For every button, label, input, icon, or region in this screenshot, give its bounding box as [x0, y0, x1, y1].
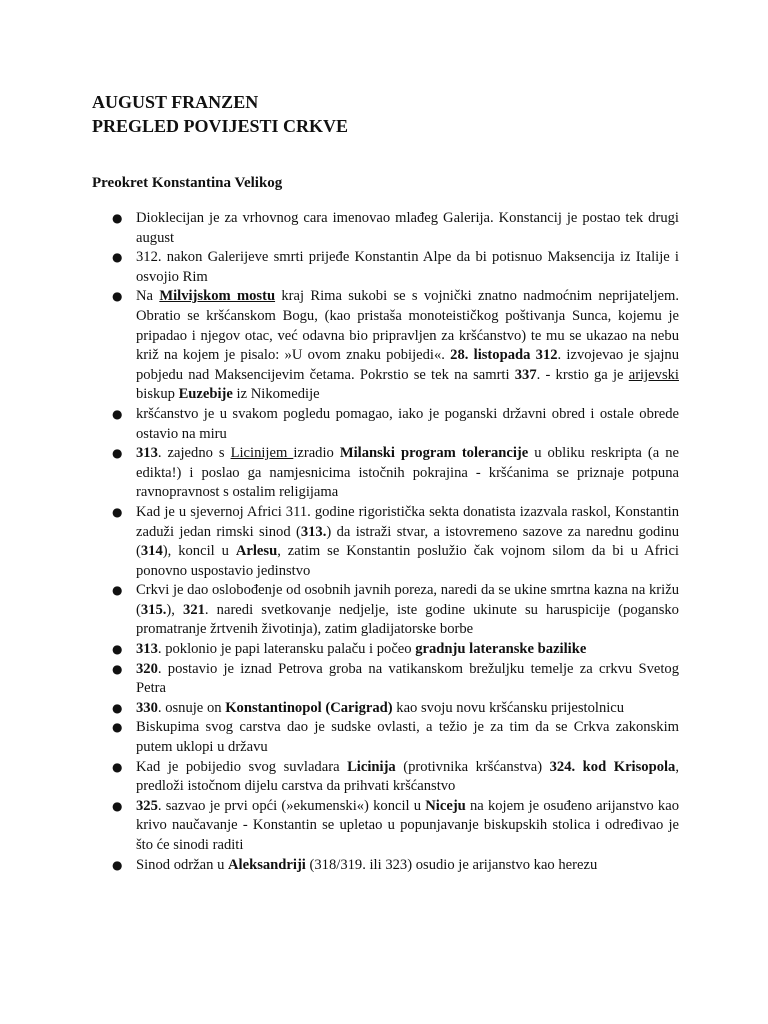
list-item	[92, 718, 679, 757]
list-item-text: 321	[183, 601, 205, 618]
list-item-text: , predloži istočnom dijelu carstva da prihvati kršćanstvo	[136, 758, 680, 795]
bullet-icon: ●	[112, 211, 123, 225]
bullet-icon: ●	[112, 700, 123, 715]
list-item-text: kao svoju novu kršćansku prijestolnicu	[392, 699, 625, 716]
list-item-text: Euzebije	[178, 386, 233, 403]
list-item-text: 320	[136, 660, 158, 677]
list-item-text: 324. kod Krisopola	[549, 758, 676, 775]
list-item-text: 313.	[300, 523, 327, 540]
list-item-text: 337	[514, 366, 537, 383]
bullet-icon: ●	[112, 857, 123, 872]
list-item-text: 330	[136, 699, 158, 716]
list-item	[92, 405, 679, 444]
list-item	[92, 758, 679, 797]
list-item-text: Licinijem	[230, 445, 294, 462]
bullet-icon: ●	[112, 661, 123, 676]
bullet-icon: ●	[112, 250, 123, 265]
list-item-text: 313	[136, 445, 158, 462]
list-item-text: . poklonio je papi lateransku palaču i počeo	[157, 641, 416, 658]
list-item-text: u obliku reskripta (a ne edikta!) i poslao ga namjesnicima istočnih pokrajina - kršćanima se priznaje potpuna ravnopravnost s ostalim religijama	[136, 445, 679, 501]
document-title	[92, 90, 348, 138]
list-item-text: 315.	[140, 601, 167, 618]
bullet-icon: ●	[112, 446, 123, 461]
list-item-text: arijevski	[628, 366, 679, 383]
bullet-list	[92, 209, 679, 875]
list-item	[92, 444, 679, 503]
list-item-text: 312. nakon Galerijeve smrti prijeđe Konstantin Alpe da bi potisnuo Maksencija iz Italije i osvojio Rim	[136, 249, 679, 285]
list-item	[92, 248, 679, 287]
list-item-text: izradio	[293, 445, 340, 462]
list-item-text: (protivnika kršćanstva)	[395, 758, 550, 775]
list-item-text: . osnuje on	[157, 699, 226, 716]
list-item-text: Biskupima svog carstva dao je sudske ovlasti, a težio je za tim da se Crkva zakonskim putem uklopi u državu	[136, 719, 679, 756]
title-author: AUGUST FRANZEN	[92, 92, 259, 112]
bullet-icon: ●	[112, 642, 123, 657]
bullet-icon: ●	[112, 583, 123, 598]
list-item-text: Sinod održan u	[136, 856, 229, 873]
list-item-text: kraj Rima sukobi se s vojnički znatno nadmoćnim neprijateljem. Obratio se kršćanskom Bogu, (kao pristaša monoteističkog poštivanja Sunca, kojemu je pripadao i njegov otac, već odavna bio pripravljen za kršćanstvo) te mu se ukazao na nebu križ na kojem je pisalo: »U ovom znaku pobijedi«.	[136, 288, 679, 364]
list-item	[92, 503, 679, 581]
list-item-text: Milvijskom mostu	[159, 288, 276, 305]
list-item	[92, 287, 679, 405]
list-item-text: 313	[136, 641, 158, 658]
list-item-text: . - krstio ga je	[536, 366, 629, 383]
list-item-text: 325	[136, 797, 158, 814]
list-item-text: ) da istraži stvar, a istovremeno sazove za narednu godinu (	[136, 523, 679, 560]
list-item-text: na kojem je osuđeno arijanstvo kao krivo naučavanje - Konstantin se upletao u popunjavanje biskupskih stolica i određivao je što će sinodi raditi	[136, 797, 679, 853]
bullet-icon: ●	[112, 406, 123, 421]
title-work: PREGLED POVIJESTI CRKVE	[92, 116, 349, 136]
list-item-text: Kad je u sjevernoj Africi 311. godine rigoristička sekta donatista izazvala raskol, Konstantin zaduži jedan rimski sinod (	[136, 503, 679, 540]
list-item-text: Kad je pobijedio svog suvladara	[136, 758, 348, 775]
list-item-text: . postavio je iznad Petrova groba na vatikanskom brežuljku temelje za crkvu Svetog Petra	[136, 660, 679, 697]
list-item-text: Na	[136, 288, 160, 305]
list-item	[92, 797, 679, 856]
list-item-text: gradnju lateranske bazilike	[415, 641, 587, 658]
list-item-text: ),	[166, 601, 184, 618]
list-item	[92, 209, 679, 248]
list-item	[92, 581, 679, 640]
list-item-text: 314	[140, 543, 163, 560]
list-item-text: . naredi svetkovanje nedjelje, iste godine ukinute su haruspicije (pogansko promatranje žrtvenih životinja), zatim gladijatorske borbe	[136, 601, 679, 638]
list-item-text: (318/319. ili 323) osudio je arijanstvo kao herezu	[305, 856, 598, 873]
list-item-text: ), koncil u	[162, 543, 236, 560]
list-item-text: Crkvi je dao oslobođenje od osobnih javnih poreza, naredi da se ukine smrtna kazna na križu (	[136, 582, 679, 618]
list-item	[92, 640, 679, 660]
list-item-text: 28. listopada 312	[450, 347, 558, 364]
list-item	[92, 699, 679, 719]
list-item-text: . zajedno s	[157, 445, 231, 462]
bullet-icon: ●	[112, 504, 123, 519]
list-item-text: . izvojevao je sjajnu pobjedu nad Maksencijevim četama. Pokrstio se tek na samrti	[136, 347, 680, 383]
list-item-text: Dioklecijan je za vrhovnog cara imenovao mlađeg Galerija. Konstancij je postao tek drugi august	[136, 210, 679, 246]
list-item-text: Milanski program tolerancije	[339, 445, 529, 462]
list-item-text: . sazvao je prvi opći (»ekumenski«) koncil u	[157, 797, 426, 814]
list-item-text: Arlesu	[235, 543, 278, 560]
bullet-icon: ●	[112, 759, 123, 774]
list-item-text: Niceju	[425, 797, 466, 814]
list-item-text: , zatim se Konstantin poslužio čak vojnom silom da bi u Africi ponovno uspostavio jedinstvo	[136, 543, 679, 579]
list-item-text: kršćanstvo je u svakom pogledu pomagao, iako je poganski državni obred i ostale obrede ostavio na miru	[136, 405, 679, 442]
list-item-text: Aleksandriji	[228, 856, 306, 873]
section-heading: Preokret Konstantina Velikog	[92, 175, 283, 191]
bullet-icon: ●	[112, 720, 123, 735]
bullet-icon: ●	[112, 798, 123, 813]
list-item	[92, 856, 679, 876]
list-item-text: biskup	[136, 386, 179, 403]
bullet-icon: ●	[112, 289, 123, 304]
list-item-text: Konstantinopol (Carigrad)	[225, 699, 393, 716]
list-item	[92, 660, 679, 699]
list-item-text: Licinija	[347, 758, 396, 775]
list-item-text: iz Nikomedije	[232, 386, 320, 403]
